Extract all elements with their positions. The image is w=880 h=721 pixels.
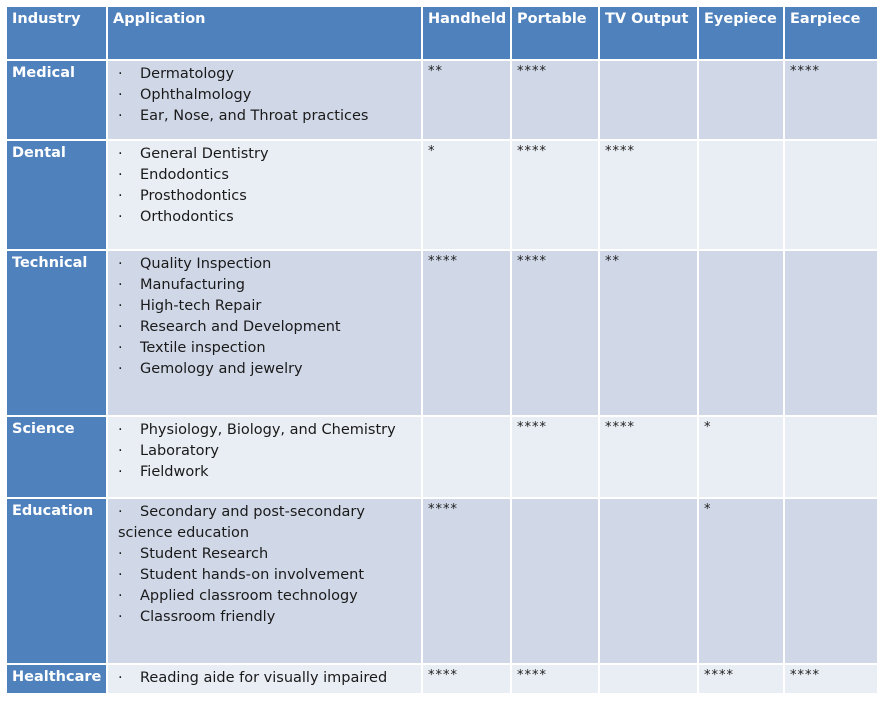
application-label: High-tech Repair xyxy=(140,298,262,314)
rating-earpiece xyxy=(785,499,877,663)
table-row xyxy=(7,141,877,249)
application-label: Ear, Nose, and Throat practices xyxy=(140,108,369,124)
application-label: Orthodontics xyxy=(140,209,234,225)
application-list xyxy=(118,502,416,628)
bullet-glyph: · xyxy=(118,588,123,604)
application-cell xyxy=(108,251,421,415)
bullet-glyph: · xyxy=(118,319,123,335)
bullet-glyph: · xyxy=(118,87,123,103)
list-item xyxy=(118,64,416,85)
rating-portable: **** xyxy=(512,141,598,249)
application-label: Fieldwork xyxy=(140,464,209,480)
header-portable: Portable xyxy=(512,7,598,59)
application-cell xyxy=(108,665,421,693)
application-list xyxy=(118,144,416,228)
application-label: Prosthodontics xyxy=(140,188,247,204)
application-label: Reading aide for visually impaired xyxy=(140,670,388,686)
bullet-glyph: · xyxy=(118,167,123,183)
application-label: Classroom friendly xyxy=(140,609,276,625)
rating-tv-output: ** xyxy=(600,251,697,415)
application-label: Physiology, Biology, and Chemistry xyxy=(140,422,396,438)
rating-handheld: * xyxy=(423,141,510,249)
list-item xyxy=(118,317,416,338)
rating-eyepiece xyxy=(699,141,783,249)
application-label: General Dentistry xyxy=(140,146,269,162)
list-item xyxy=(118,544,416,565)
bullet-glyph: · xyxy=(118,188,123,204)
bullet-glyph: · xyxy=(118,108,123,124)
rating-earpiece xyxy=(785,141,877,249)
list-item xyxy=(118,359,416,380)
industry-cell: Medical xyxy=(7,61,106,139)
list-item xyxy=(118,186,416,207)
application-label: Secondary and post-secondary science education xyxy=(118,504,365,541)
rating-tv-output xyxy=(600,499,697,663)
bullet-glyph: · xyxy=(118,464,123,480)
application-label: Student hands-on involvement xyxy=(140,567,365,583)
table-row xyxy=(7,61,877,139)
application-cell xyxy=(108,61,421,139)
rating-tv-output: **** xyxy=(600,141,697,249)
rating-handheld xyxy=(423,417,510,497)
application-cell xyxy=(108,499,421,663)
application-list xyxy=(118,64,416,127)
table-body xyxy=(7,61,877,693)
industry-application-table xyxy=(5,5,879,695)
rating-earpiece: **** xyxy=(785,665,877,693)
bullet-glyph: · xyxy=(118,277,123,293)
list-item xyxy=(118,420,416,441)
rating-handheld: **** xyxy=(423,499,510,663)
bullet-glyph: · xyxy=(118,546,123,562)
rating-handheld: **** xyxy=(423,251,510,415)
rating-tv-output xyxy=(600,665,697,693)
rating-earpiece xyxy=(785,417,877,497)
bullet-glyph: · xyxy=(118,443,123,459)
bullet-glyph: · xyxy=(118,256,123,272)
header-tv-output: TV Output xyxy=(600,7,697,59)
rating-eyepiece: * xyxy=(699,417,783,497)
industry-cell: Dental xyxy=(7,141,106,249)
rating-eyepiece xyxy=(699,251,783,415)
application-list xyxy=(118,254,416,380)
bullet-glyph: · xyxy=(118,567,123,583)
rating-portable xyxy=(512,499,598,663)
application-label: Textile inspection xyxy=(140,340,266,356)
list-item xyxy=(118,144,416,165)
list-item xyxy=(118,207,416,228)
list-item xyxy=(118,586,416,607)
bullet-glyph: · xyxy=(118,146,123,162)
rating-portable: **** xyxy=(512,251,598,415)
application-label: Endodontics xyxy=(140,167,229,183)
list-item xyxy=(118,441,416,462)
application-label: Ophthalmology xyxy=(140,87,252,103)
bullet-glyph: · xyxy=(118,361,123,377)
header-row xyxy=(7,7,877,59)
rating-portable: **** xyxy=(512,665,598,693)
table-row xyxy=(7,251,877,415)
industry-cell: Education xyxy=(7,499,106,663)
header-industry: Industry xyxy=(7,7,106,59)
application-label: Laboratory xyxy=(140,443,219,459)
header-handheld: Handheld xyxy=(423,7,510,59)
application-cell xyxy=(108,417,421,497)
bullet-glyph: · xyxy=(118,670,123,686)
header-eyepiece: Eyepiece xyxy=(699,7,783,59)
rating-earpiece xyxy=(785,251,877,415)
bullet-glyph: · xyxy=(118,298,123,314)
list-item xyxy=(118,462,416,483)
list-item xyxy=(118,502,416,544)
rating-earpiece: **** xyxy=(785,61,877,139)
list-item xyxy=(118,296,416,317)
application-label: Manufacturing xyxy=(140,277,245,293)
industry-cell: Science xyxy=(7,417,106,497)
table-row xyxy=(7,665,877,693)
rating-eyepiece xyxy=(699,61,783,139)
list-item xyxy=(118,85,416,106)
list-item xyxy=(118,165,416,186)
application-label: Quality Inspection xyxy=(140,256,272,272)
industry-cell: Technical xyxy=(7,251,106,415)
rating-eyepiece: **** xyxy=(699,665,783,693)
bullet-glyph: · xyxy=(118,422,123,438)
application-label: Gemology and jewelry xyxy=(140,361,303,377)
list-item xyxy=(118,106,416,127)
rating-handheld: **** xyxy=(423,665,510,693)
application-label: Dermatology xyxy=(140,66,235,82)
rating-handheld: ** xyxy=(423,61,510,139)
application-label: Research and Development xyxy=(140,319,341,335)
application-label: Applied classroom technology xyxy=(140,588,358,604)
list-item xyxy=(118,668,416,689)
header-application: Application xyxy=(108,7,421,59)
list-item xyxy=(118,254,416,275)
table-row xyxy=(7,417,877,497)
application-list xyxy=(118,420,416,483)
bullet-glyph: · xyxy=(118,66,123,82)
bullet-glyph: · xyxy=(118,209,123,225)
header-earpiece: Earpiece xyxy=(785,7,877,59)
application-list xyxy=(118,668,416,689)
table-row xyxy=(7,499,877,663)
bullet-glyph: · xyxy=(118,504,123,520)
rating-tv-output xyxy=(600,61,697,139)
list-item xyxy=(118,565,416,586)
industry-cell: Healthcare xyxy=(7,665,106,693)
rating-tv-output: **** xyxy=(600,417,697,497)
application-cell xyxy=(108,141,421,249)
application-label: Student Research xyxy=(140,546,269,562)
rating-eyepiece: * xyxy=(699,499,783,663)
list-item xyxy=(118,607,416,628)
bullet-glyph: · xyxy=(118,340,123,356)
list-item xyxy=(118,338,416,359)
list-item xyxy=(118,275,416,296)
rating-portable: **** xyxy=(512,417,598,497)
rating-portable: **** xyxy=(512,61,598,139)
bullet-glyph: · xyxy=(118,609,123,625)
